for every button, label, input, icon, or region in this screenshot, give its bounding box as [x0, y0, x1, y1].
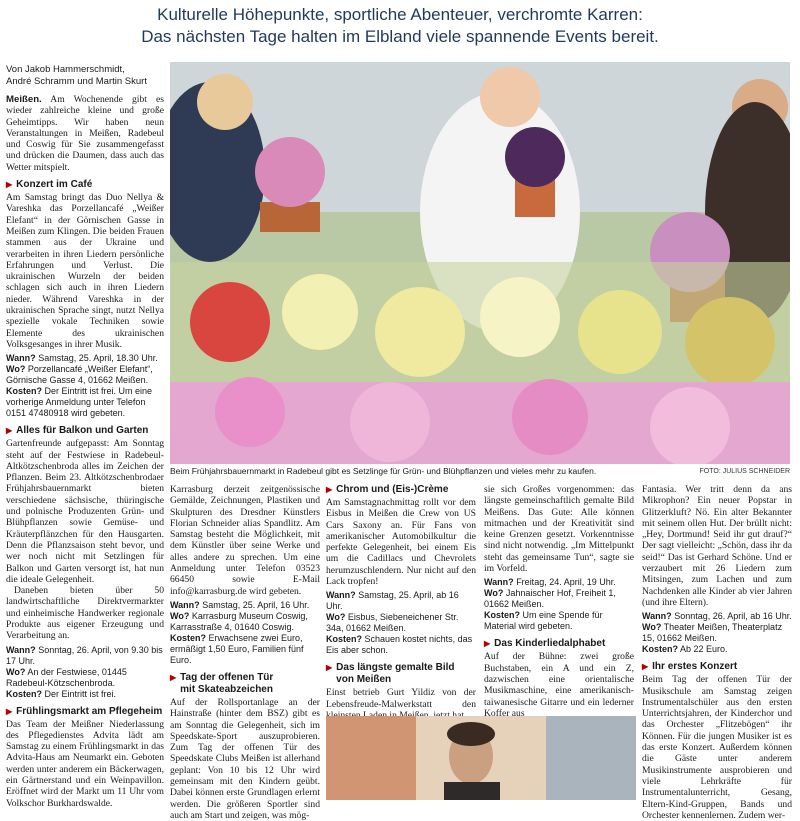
- triangle-icon: ▶: [6, 180, 13, 190]
- column-4: [484, 484, 634, 719]
- event-body: Gartenfreunde aufgepasst: Am Sonntag steht auf der Festwiese in Radebeul-Altkötzschenbroda alles im Zeichen der Pflanzen. Beim 23. Altkötzschenbrodaer Frühjahrsbauernmarkt bieten verschiedene sächsische, thüringische und polnische Produzenten Grün- und Blühpflanzen sowie Gemüse- und Kräuterpflänzchen für den Hausgarten. Denn die Pflanzsaison steht bevor, und wer noch nicht mit Setzlingen für Balkon und Garten versorgt ist, hat nun die ideale Gelegenheit.: [6, 438, 164, 585]
- event-body: Einst betrieb Gurt Yildiz von der Lebensfreude-Malwerkstatt den: [326, 687, 476, 710]
- event-heading: ▶ Das Kinderliedalphabet: [484, 638, 606, 650]
- triangle-icon: ▶: [326, 485, 333, 494]
- event-body: Karrasburg derzeit zeitgenössische Gemälde, Zeichnungen, Plastiken und Skulpturen des Dresdner Künstlers Florian Schneider alias Spandlitz. Am Samstag besteht die Möglichkeit, mit dem Künstler über seine Werke und alles andere zu sprechen. Um eine Anmeldung unter Telefon 03523 66450 sowie E-Mail info@karrasburg.de wird gebeten.: [170, 484, 320, 597]
- event-heading: ▶ Chrom und (Eis-)Crème: [326, 484, 449, 495]
- portrait-image: [326, 716, 636, 800]
- event-info: Wann? Freitag, 24. April, 19 Uhr. Wo? Jahnaischer Hof, Freiheit 1, 01662 Meißen. Kosten? Um eine Spende für Material wird gebeten.: [484, 577, 616, 632]
- event-heading: ▶ Tag der offenen Tür mit Skateabzeichen: [170, 671, 274, 695]
- byline: [6, 64, 166, 88]
- column-2: [170, 484, 320, 821]
- event-body: Beim Tag der offenen Tür der Musikschule am Samstag zeigen Instrumentalschüler aus den ersten Unterrichtsjahren, der Kinderchor und das Orchester „Flitzebögen“ ihr Können. Für die jungen Musiker ist es das erste Konzert. Außerdem können die Gäste unter anderem Musikinstrumente ausprobieren und viele Lehrkräfte für Instrumentalunterricht, Gesang, Eltern-Kind-Gruppen, Bands und Orchester kennenlernen. Zudem wer-: [642, 674, 792, 821]
- intro-place: Meißen.: [6, 94, 42, 105]
- event-body: Auf der Rollsportanlage an der Hainstraße (hinter dem BSZ) gibt es am Sonntag die Gelegenheit, sich im Speedskate-Sport auszuprobieren. Zum Tag der offenen Tür des Speedskate Clubs Meißen ist allerhand geplant: Von 10 bis 12 Uhr wird gemeinsam mit den Kindern geübt. Dabei können erste Grundlagen erlernt werden. Die größeren Sportler sind auch am Start und zeigen, was mög-: [170, 696, 320, 821]
- triangle-icon: ▶: [170, 672, 177, 682]
- byline-line-2: André Schramm und Martin Skurt: [6, 76, 147, 87]
- triangle-icon: ▶: [484, 639, 491, 649]
- column-3: [326, 484, 476, 721]
- event-heading: ▶ Alles für Balkon und Garten: [6, 425, 149, 437]
- intro-text: Am Wochenende gibt es wieder zahlreiche kleine und große Geheimtipps. Wir haben neun Veranstaltungen in Meißen, Radebeul und Coswig für Sie zusammengefasst und drücken die Daumen, dass auch das Wetter mitspielt.: [6, 94, 164, 173]
- event-body: sie sich Großes vorgenommen: das längste gemeinschaftlich gemalte Bild Meißens. Das Gute: Alle können mitmachen und der Kreativität sind keine Grenzen gesetzt. Vorkenntnisse sind nicht notwendig. „Im Mittelpunkt steht das gemeinsame Tun“, sagte sie im Vorfeld.: [484, 484, 634, 575]
- triangle-icon: ▶: [6, 426, 13, 436]
- event-info: Wann? Samstag, 25. April, 18.30 Uhr. Wo? Porzellancafé „Weißer Elefant“, Görnische Gasse 4, 01662 Meißen. Kosten? Der Eintritt ist frei. Um eine vorherige Anmeldung unter Telefon 0151 47480918 wird gebeten.: [6, 353, 158, 419]
- event-info: Wann? Samstag, 25. April, 16 Uhr. Wo? Karrasburg Museum Coswig, Karrasstraße 4, 01640 Coswig. Kosten? Erwachsene zwei Euro, ermäßigt 1,50 Euro, Familien fünf Euro.: [170, 599, 310, 665]
- column-1: [6, 94, 164, 809]
- byline-line-1: Von Jakob Hammerschmidt,: [6, 64, 125, 75]
- event-body: Auf der Bühne: zwei große Buchstaben, ein A und ein Z, dazwischen eine orientalische Musikmaschine, eine amerikanisch-taiwanesische Gitarre und ein lederner Koffer aus: [484, 651, 634, 719]
- market-photo: [170, 62, 790, 464]
- triangle-icon: ▶: [6, 706, 13, 716]
- event-heading: ▶ Frühlingsmarkt am Pflegeheim: [6, 705, 163, 717]
- subtitle-line-2: Das nächsten Tage halten im Elbland viele spannende Events bereit.: [141, 27, 659, 46]
- event-body: Am Samstag bringt das Duo Nellya & Vareshka das Porzellancafé „Weißer Elefant“ in der Görnischen Gasse in Meißen zum Klingen. Die beiden Frauen stammen aus der Ukraine und verarbeiten in ihren Liedern persönliche Erfahrungen und Verlust. Die ukrainischen Wurzeln der beiden schlagen sich auch in ihren Liedern nieder. Während Vareshka in der ukrainischen Sprache singt, nutzt Nellya spezielle vokale Techniken sowie Elemente des ukrainischen Volksgesanges in ihrer Musik.: [6, 192, 164, 350]
- event-info: Wann? Sonntag, 26. April, von 9.30 bis 17 Uhr. Wo? An der Festwiese, 01445 Radebeul-Kötzschenbroda. Kosten? Der Eintritt ist frei.: [6, 644, 163, 699]
- photo-caption: [170, 466, 790, 477]
- event-heading: ▶ Das längste gemalte Bild von Meißen: [326, 662, 455, 686]
- column-5: [642, 484, 792, 821]
- triangle-icon: ▶: [326, 663, 333, 673]
- flower-scene-image: [170, 62, 790, 464]
- event-body: Daneben bieten über 50 landwirtschaftliche Direktvermarkter und einheimische Handwerker regionale Produkte aus eigener Erzeugung und Verarbeitung an.: [6, 585, 164, 642]
- subtitle-line-1: Kulturelle Höhepunkte, sportliche Abenteuer, verchromte Karren:: [157, 5, 643, 24]
- triangle-icon: ▶: [642, 662, 649, 672]
- event-body: Fantasia. Wer tritt denn da ans Mikrophon? Ein neuer Popstar in Glitzerkluft? Nö. Ein alter Bekannter mit seinem ollen Hut. Der brüllt nicht: „Hey, Dortmund! Seid ihr gut drauf?“ Der sagt vielleicht: „Schön, dass ihr da seid!“ Das ist Gerhard Schöne. Und er verzaubert mit 26 Liedern zum Mitsingen, zum Lachen und zum Nachdenken alle Kinder ab vier Jahren (und ihre Eltern).: [642, 484, 792, 608]
- article-subtitle: [0, 4, 800, 48]
- portrait-photo: [326, 716, 636, 800]
- event-info: Wann? Samstag, 25. April, ab 16 Uhr. Wo? Eisbus, Siebeneichener Str. 34a, 01662 Meißen. Kosten? Schauen kostet nichts, das Eis aber schon.: [326, 590, 473, 656]
- event-heading: ▶ Konzert im Café: [6, 179, 93, 191]
- caption-text: Beim Frühjahrsbauernmarkt in Radebeul gibt es Setzlinge für Grün- und Blühpflanzen und vieles mehr zu kaufen.: [170, 466, 597, 476]
- photo-credit: FOTO: JULIUS SCHNEIDER: [699, 468, 790, 475]
- event-body: Am Samstagnachmittag rollt vor dem Eisbus in Meißen die Crew von US Cars Saxony an. Für Fans von amerikanischer Automobilkultur die perfekte Gelegenheit, bei einem Eis um die Cadillacs und Chevrolets herumzuschlendern. Nur nicht auf den Lack tropfen!: [326, 497, 476, 588]
- event-info: Wann? Sonntag, 26. April, ab 16 Uhr. Wo? Theater Meißen, Theaterplatz 15, 01662 Meißen. Kosten? Ab 22 Euro.: [642, 611, 792, 655]
- event-body: Das Team der Meißner Niederlassung des Pflegedienstes Advita lädt am Samstag zu einem Frühlingsmarkt in das Advita-Haus am Neumarkt ein. Geboten werden unter anderem ein Bäckerwagen, ein Gärtnerstand und ein Weinpavillon. Eröffnet wird der Markt um 11 Uhr vom Volkschor Burkhardswalde.: [6, 718, 164, 809]
- intro-paragraph: [6, 94, 164, 173]
- event-heading: ▶ Ihr erstes Konzert: [642, 661, 738, 673]
